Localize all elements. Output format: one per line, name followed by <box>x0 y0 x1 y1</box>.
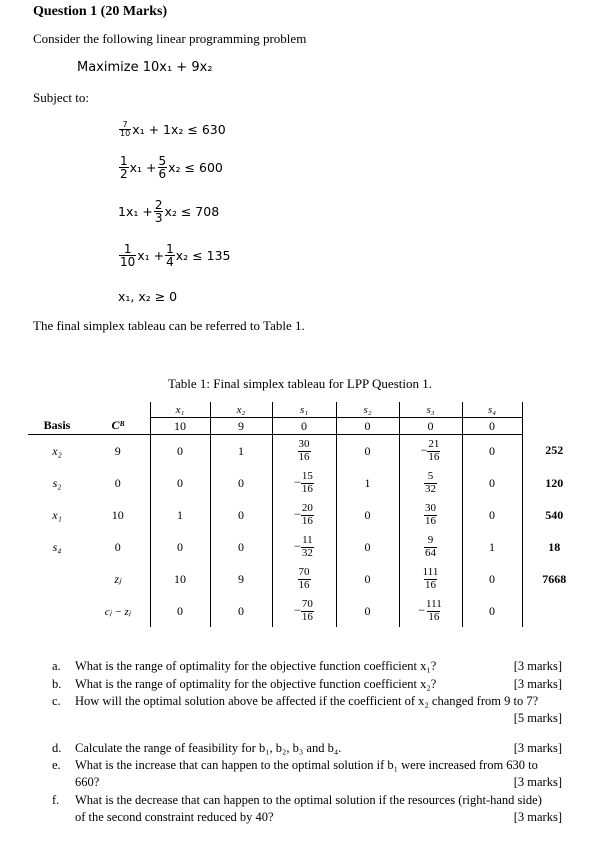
table-reference-text: The final simplex tableau can be referred to Table 1. <box>33 318 305 333</box>
table-row <box>28 499 586 531</box>
cost-s4: 0 <box>462 418 522 435</box>
cost-s2: 0 <box>336 418 399 435</box>
table-cell: $\frac{30}{16}$ <box>272 435 336 468</box>
subject-to-label: Subject to: <box>33 90 89 105</box>
constraint-1: $\frac{7}{10}$ x₁ + 1x₂ ≤ 630 <box>120 120 226 138</box>
cj-zj-label: cⱼ − zⱼ <box>104 605 131 618</box>
cost-x1: 10 <box>150 418 210 435</box>
table-cell: $\frac{5}{32}$ <box>399 467 462 499</box>
table-cell: 0 <box>210 595 272 627</box>
rhs-cell: 18 <box>548 539 561 554</box>
objective-value-cell: 7668 <box>542 571 567 586</box>
question-f: f. What is the decrease that can happen to the optimal solution if the resources (right-hand side) of the second constraint reduced by 40? [3 marks] <box>52 793 562 824</box>
cost-s1: 0 <box>272 418 336 435</box>
table-cell: 0 <box>336 563 399 595</box>
table-cell: $\frac{111}{16}$ <box>399 563 462 595</box>
table-cell: 0 <box>150 467 210 499</box>
cj-zj-row <box>28 595 586 627</box>
question-e: e. What is the increase that can happen to the optimal solution if b₁ were increased from 630 to 660? [3 marks] <box>52 758 562 789</box>
table-cell: $\frac{9}{64}$ <box>399 531 462 563</box>
table-cell: 1 <box>210 435 272 468</box>
header-s1: s₁ <box>272 402 336 418</box>
cb-cell: 10 <box>111 507 124 522</box>
table-cell: 1 <box>462 531 522 563</box>
header-s4: s₄ <box>462 402 522 418</box>
table-cell: 0 <box>462 435 522 468</box>
table-cell: 0 <box>210 467 272 499</box>
table-cell: 9 <box>210 563 272 595</box>
table-cell: 0 <box>336 531 399 563</box>
table-cell: 0 <box>150 531 210 563</box>
header-s3: s₃ <box>399 402 462 418</box>
table-cell: 0 <box>210 499 272 531</box>
basis-label: Basis <box>28 418 86 435</box>
zj-label: zⱼ <box>114 571 122 586</box>
table-cell: 1 <box>336 467 399 499</box>
zj-row <box>28 563 586 595</box>
table-cell: 10 <box>150 563 210 595</box>
question-d: d. Calculate the range of feasibility for b₁, b₂, b₃ and b₄. [3 marks] <box>52 741 562 755</box>
table-cell: − $\frac{70}{16}$ <box>272 595 336 627</box>
table-cell: 1 <box>150 499 210 531</box>
constraint-3: 1x₁ + $\frac{2}{3}$ x₂ ≤ 708 <box>118 198 220 225</box>
header-x2: x₂ <box>210 402 272 418</box>
question-b: b. What is the range of optimality for the objective function coefficient x₂? [3 marks] <box>52 677 562 691</box>
variable-header-row <box>28 402 586 418</box>
table-cell: $\frac{30}{16}$ <box>399 499 462 531</box>
table-cell: − $\frac{11}{32}$ <box>272 531 336 563</box>
question-a: a. What is the range of optimality for the objective function coefficient x₁? [3 marks] <box>52 659 562 673</box>
table-cell: 0 <box>150 595 210 627</box>
simplex-tableau <box>28 402 586 627</box>
table-caption: Table 1: Final simplex tableau for LPP Question 1. <box>168 376 432 391</box>
table-cell: 0 <box>462 499 522 531</box>
rhs-cell: 120 <box>545 475 564 490</box>
cost-x2: 9 <box>210 418 272 435</box>
question-title: Question 1 (20 Marks) <box>33 4 168 19</box>
table-row <box>28 467 586 499</box>
header-s2: s₂ <box>336 402 399 418</box>
constraint-4: $\frac{1}{10}$ x₁ + $\frac{1}{4}$ x₂ ≤ 135 <box>120 242 231 269</box>
nonnegativity-constraint: x₁, x₂ ≥ 0 <box>118 289 178 304</box>
table-cell: − $\frac{20}{16}$ <box>272 499 336 531</box>
table-cell: − $\frac{15}{16}$ <box>272 467 336 499</box>
table-cell: 0 <box>210 531 272 563</box>
cost-s3: 0 <box>399 418 462 435</box>
basis-cell: x₂ <box>52 443 62 458</box>
table-row <box>28 531 586 563</box>
basis-cell: s₄ <box>52 539 62 554</box>
table-cell: $\frac{70}{16}$ <box>272 563 336 595</box>
objective-function: Maximize 10x₁ + 9x₂ <box>77 60 213 75</box>
table-row <box>28 435 586 468</box>
basis-cell: x₁ <box>52 507 62 522</box>
table-cell: 0 <box>336 499 399 531</box>
question-c: c. How will the optimal solution above be affected if the coefficient of x₂ changed from 9 to 7? [5 marks] <box>52 694 562 725</box>
cost-row <box>28 418 586 435</box>
table-cell: − $\frac{21}{16}$ <box>399 435 462 468</box>
table-cell: 0 <box>462 563 522 595</box>
cb-label: Cᴮ <box>86 418 150 435</box>
table-cell: 0 <box>336 435 399 468</box>
table-cell: 0 <box>462 467 522 499</box>
table-cell: − $\frac{111}{16}$ <box>399 595 462 627</box>
cb-cell: 0 <box>114 475 121 490</box>
table-cell: 0 <box>150 435 210 468</box>
table-cell: 0 <box>462 595 522 627</box>
basis-cell: s₂ <box>52 475 62 490</box>
cb-cell: 9 <box>114 443 121 458</box>
header-x1: x₁ <box>150 402 210 418</box>
cb-cell: 0 <box>114 539 121 554</box>
rhs-cell: 252 <box>545 443 564 458</box>
constraint-2: $\frac{1}{2}$ x₁ + $\frac{5}{6}$ x₂ ≤ 600 <box>120 154 223 181</box>
table-cell: 0 <box>336 595 399 627</box>
rhs-cell: 540 <box>545 507 564 522</box>
intro-text: Consider the following linear programming problem <box>33 31 307 46</box>
